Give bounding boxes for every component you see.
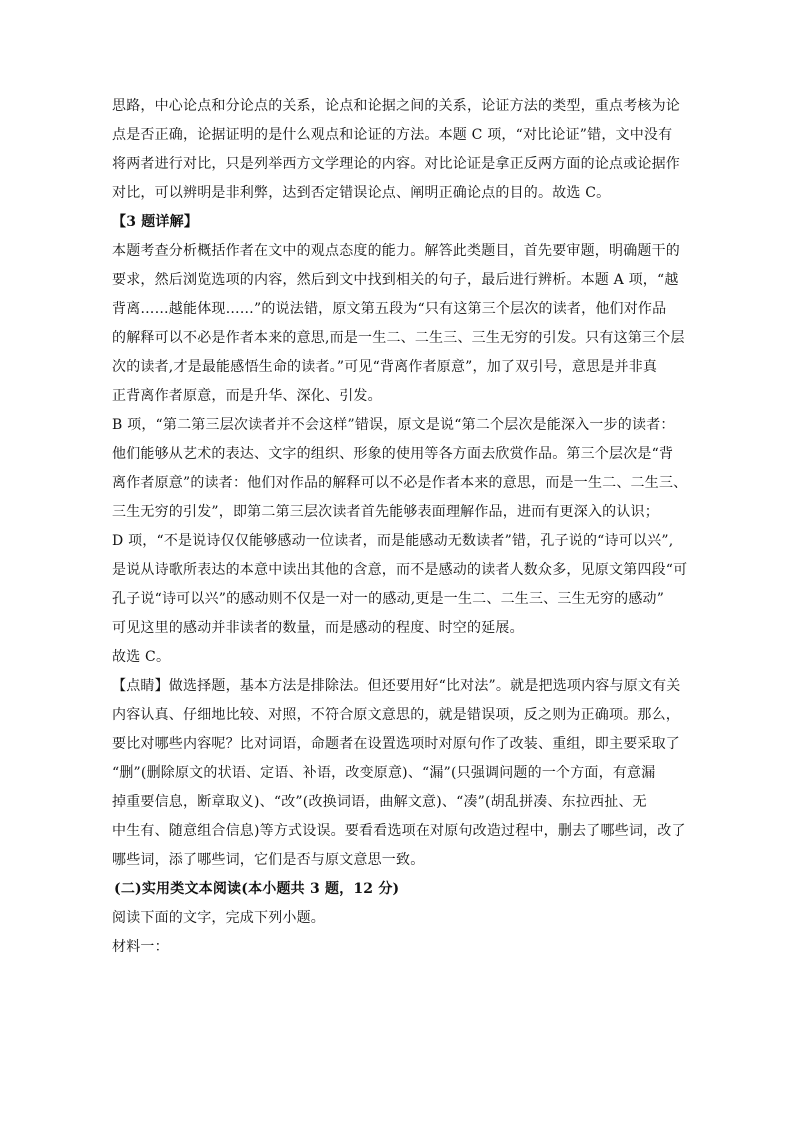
paragraph-line: 要比对哪些内容呢？比对词语，命题者在设置选项时对原句作了改装、重组，即主要采取了 (112, 736, 680, 752)
paragraph-line: 将两者进行对比，只是列举西方文学理论的内容。对比论证是拿正反两方面的论点或论据作 (112, 156, 680, 172)
instruction-line: 阅读下面的文字，完成下列小题。 (112, 910, 325, 926)
paragraph-line: 【点睛】做选择题，基本方法是排除法。但还要用好“比对法”。就是把选项内容与原文有关 (112, 678, 681, 694)
paragraph-line: 背离……越能体现……”的说法错，原文第五段为“只有这第三个层次的读者，他们对作品 (112, 301, 667, 317)
paragraph-line: 正背离作者原意，而是升华、深化、引发。 (112, 388, 382, 404)
paragraph-line: 孔子说“诗可以兴”的感动则不仅是一对一的感动,更是一生二、二生三、三生无穷的感动” (112, 591, 665, 607)
paragraph-line: 对比，可以辨明是非利弊，达到否定错误论点、阐明正确论点的目的。故选 C。 (112, 185, 611, 201)
paragraph-line: 次的读者,才是最能感悟生命的读者。”可见“背离作者原意”，加了双引号，意思是并非真 (112, 359, 658, 375)
paragraph-line: “删”(删除原文的状语、定语、补语，改变原意)、“漏”(只强调问题的一个方面，有意漏 (112, 765, 656, 781)
paragraph-line: 要求，然后浏览选项的内容，然后到文中找到相关的句子，最后进行辨析。本题 A 项，“越 (112, 272, 679, 288)
paragraph-line: 他们能够从艺术的表达、文字的组织、形象的使用等各方面去欣赏作品。第三个层次是“背 (112, 446, 674, 462)
section-heading-q3: 【3 题详解】 (112, 214, 199, 230)
paragraph-line: 掉重要信息，断章取义)、“改”(改换词语，曲解文意)、“凑”(胡乱拼凑、东拉西扯、无 (112, 794, 647, 810)
paragraph-line: 中生有、随意组合信息)等方式设误。要看看选项在对原句改造过程中，删去了哪些词，改了 (112, 823, 686, 839)
material-label: 材料一： (112, 939, 169, 955)
paragraph-line: 内容认真、仔细地比较、对照，不符合原文意思的，就是错误项，反之则为正确项。那么， (112, 707, 680, 723)
paragraph-line: 三生无穷的引发”，即第二第三层次读者首先能够表面理解作品，进而有更深入的认识； (112, 504, 659, 520)
paragraph-line: 可见这里的感动并非读者的数量，而是感动的程度、时空的延展。 (112, 620, 524, 636)
section-heading-practical-reading: (二)实用类文本阅读(本小题共 3 题，12 分) (114, 881, 400, 897)
paragraph-line: 故选 C。 (112, 649, 171, 665)
paragraph-line: D 项，“不是说诗仅仅能够感动一位读者，而是能感动无数读者”错，孔子说的“诗可以兴”, (112, 533, 674, 549)
paragraph-line: 思路，中心论点和分论点的关系，论点和论据之间的关系，论证方法的类型，重点考核为论 (112, 98, 680, 114)
paragraph-line: 本题考查分析概括作者在文中的观点态度的能力。解答此类题目，首先要审题，明确题干的 (112, 243, 680, 259)
paragraph-line: 哪些词，添了哪些词，它们是否与原文意思一致。 (112, 852, 425, 868)
paragraph-line: B 项，“第二第三层次读者并不会这样”错误，原文是说“第二个层次是能深入一步的读者： (112, 417, 675, 433)
paragraph-line: 的解释可以不必是作者本来的意思,而是一生二、二生三、三生无穷的引发。只有这第三个层 (112, 330, 685, 346)
paragraph-line: 点是否正确，论据证明的是什么观点和论证的方法。本题 C 项，“对比论证”错，文中没有 (112, 127, 673, 143)
paragraph-line: 离作者原意”的读者：他们对作品的解释可以不必是作者本来的意思，而是一生二、二生三、 (112, 475, 688, 491)
paragraph-line: 是说从诗歌所表达的本意中读出其他的含意，而不是感动的读者人数众多，见原文第四段“可 (112, 562, 688, 578)
